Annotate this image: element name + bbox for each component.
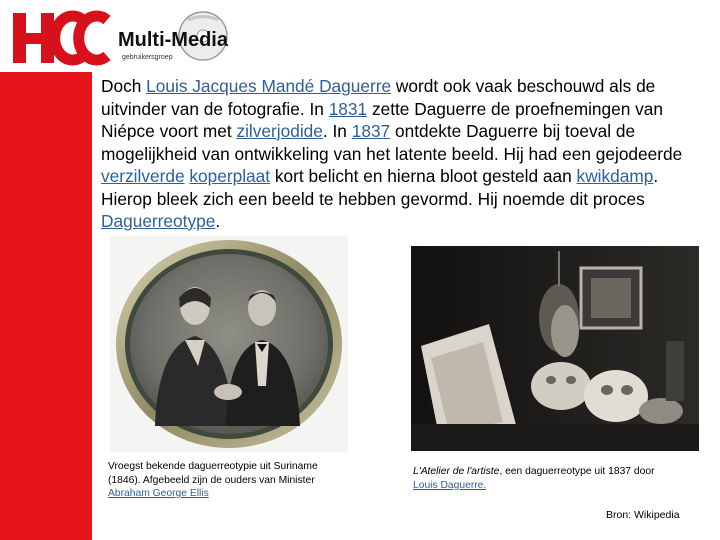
text-fragment: ontdekte Daguerre bij toeval de mogelijkheid van ontwikkeling van het latente beeld. Hij had een gejodeerde <box>101 121 683 164</box>
link-1831[interactable]: 1831 <box>328 98 368 119</box>
caption-right-title: L'Atelier de l'artiste <box>413 466 500 477</box>
link-verzilverde[interactable]: verzilverde <box>101 166 185 186</box>
link-zilverjodide[interactable]: zilverjodide <box>236 121 323 141</box>
caption-right <box>413 465 703 492</box>
body-paragraph <box>101 75 701 233</box>
caption-left <box>108 460 353 501</box>
link-daguerre[interactable]: Louis Jacques Mandé Daguerre <box>146 76 392 96</box>
logo-brand-text: Multi-Media <box>118 29 228 51</box>
text-fragment: Doch <box>101 76 147 96</box>
source-credit: Bron: Wikipedia <box>606 509 680 521</box>
text-fragment: zette Daguerre de proefnemingen van Niépce voort met <box>101 98 664 141</box>
link-1837[interactable]: 1837 <box>351 121 391 141</box>
text-fragment: . In <box>322 121 352 141</box>
logo-tagline-text: gebruikersgroep <box>122 54 173 61</box>
daguerreotype-couple-image <box>110 236 348 452</box>
text-fragment: . <box>215 211 221 231</box>
text-fragment: kort belicht en hierna bloot gesteld aan <box>270 166 577 186</box>
link-abraham-george-ellis[interactable]: Abraham George Ellis <box>108 488 209 499</box>
link-koperplaat[interactable]: koperplaat <box>189 166 271 186</box>
link-kwikdamp[interactable]: kwikdamp <box>576 166 654 186</box>
hcc-multimedia-logo <box>0 0 260 72</box>
link-louis-daguerre[interactable]: Louis Daguerre. <box>413 479 487 491</box>
atelier-daguerreotype-image <box>411 246 699 451</box>
text-fragment: wordt ook vaak beschouwd als de uitvinder van de fotografie. In <box>101 76 656 119</box>
text-fragment: . Hierop bleek zich een beeld te hebben gevormd. Hij noemde dit proces <box>101 166 659 209</box>
link-daguerreotype[interactable]: Daguerreotype <box>101 211 216 231</box>
caption-left-text: Vroegst bekende daguerreotypie uit Suriname (1846). Afgebeeld zijn de ouders van Minister <box>108 461 318 486</box>
red-sidebar <box>0 72 92 540</box>
caption-right-text: , een daguerreotype uit 1837 door <box>499 466 655 477</box>
